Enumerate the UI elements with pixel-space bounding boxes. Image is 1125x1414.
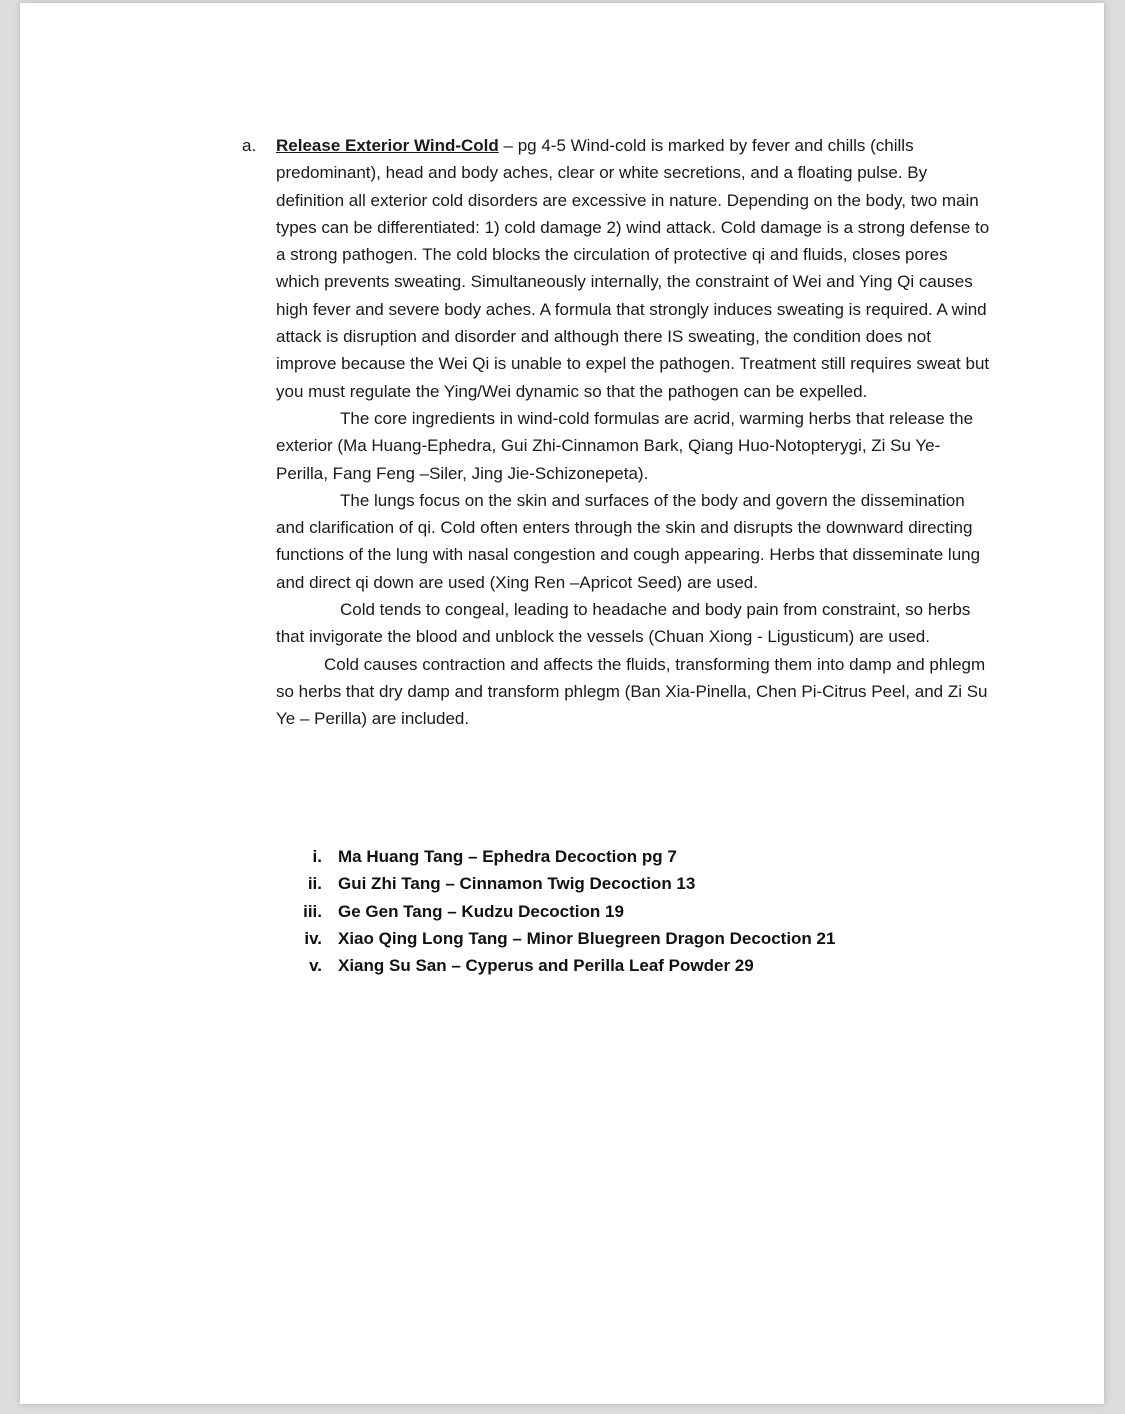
list-marker: a.: [242, 136, 257, 155]
section-body: [276, 132, 992, 733]
formula-list: [282, 843, 835, 979]
document-page: [20, 3, 1104, 1404]
list-item-text: Gui Zhi Tang – Cinnamon Twig Decoction 13: [338, 874, 696, 894]
list-item-number: ii.: [307, 874, 322, 894]
paragraph-core-ingredients: The core ingredients in wind-cold formulas are acrid, warming herbs that release the exterior (Ma Huang-Ephedra, Gui Zhi-Cinnamon Bark, Qiang Huo-Notopterygi, Zi Su Ye-Perilla, Fang Feng –Siler, Jing Jie-Schizonepeta).: [276, 408, 974, 483]
list-item: [282, 843, 835, 870]
list-item-text: Xiao Qing Long Tang – Minor Bluegreen Dragon Decoction 21: [338, 928, 836, 948]
list-item-number: iii.: [303, 901, 322, 921]
list-item: [282, 952, 835, 979]
intro-text: – pg 4-5 Wind-cold is marked by fever and chills (chills predominant), head and body aches, clear or white secretions, and a floating pulse. By definition all exterior cold disorders are excessive in nature. Depending on the body, two main types can be differentiated: 1) cold damage 2) wind attack. Cold damage is a strong defense to a strong pathogen. The cold blocks the circulation of protective qi and fluids, closes pores which prevents sweating. Simultaneously internally, the constraint of Wei and Ying Qi causes high fever and severe body aches. A formula that strongly induces sweating is required. A wind attack is disruption and disorder and although there IS sweating, the condition does not improve because the Wei Qi is unable to expel the pathogen. Treatment still requires sweat but you must regulate the Ying/Wei dynamic so that the pathogen can be expelled.: [276, 136, 990, 401]
intro-paragraph: [276, 132, 992, 405]
list-item: [282, 898, 835, 925]
list-item-number: v.: [309, 956, 322, 976]
list-item-text: Ge Gen Tang – Kudzu Decoction 19: [338, 901, 624, 921]
paragraph-cold-contraction: Cold causes contraction and affects the fluids, transforming them into damp and phlegm so herbs that dry damp and transform phlegm (Ban Xia-Pinella, Chen Pi-Citrus Peel, and Zi Su Ye – Perilla) are included.: [276, 654, 988, 729]
list-item-number: i.: [312, 847, 322, 866]
list-item-number: iv.: [304, 928, 322, 948]
list-item-text: Xiang Su San – Cyperus and Perilla Leaf Powder 29: [338, 956, 754, 976]
section-heading: Release Exterior Wind-Cold: [276, 136, 499, 155]
list-item: [282, 870, 835, 897]
paragraph-cold-congeal: Cold tends to congeal, leading to headache and body pain from constraint, so herbs that invigorate the blood and unblock the vessels (Chuan Xiong - Ligusticum) are used.: [276, 600, 971, 647]
section-a: [242, 132, 990, 733]
list-item-text: Ma Huang Tang – Ephedra Decoction pg 7: [338, 847, 677, 866]
list-item: [282, 925, 835, 952]
paragraph-lungs: The lungs focus on the skin and surfaces of the body and govern the dissemination and clarification of qi. Cold often enters through the skin and disrupts the downward directing functions of the lung with nasal congestion and cough appearing. Herbs that disseminate lung and direct qi down are used (Xing Ren –Apricot Seed) are used.: [276, 490, 981, 592]
